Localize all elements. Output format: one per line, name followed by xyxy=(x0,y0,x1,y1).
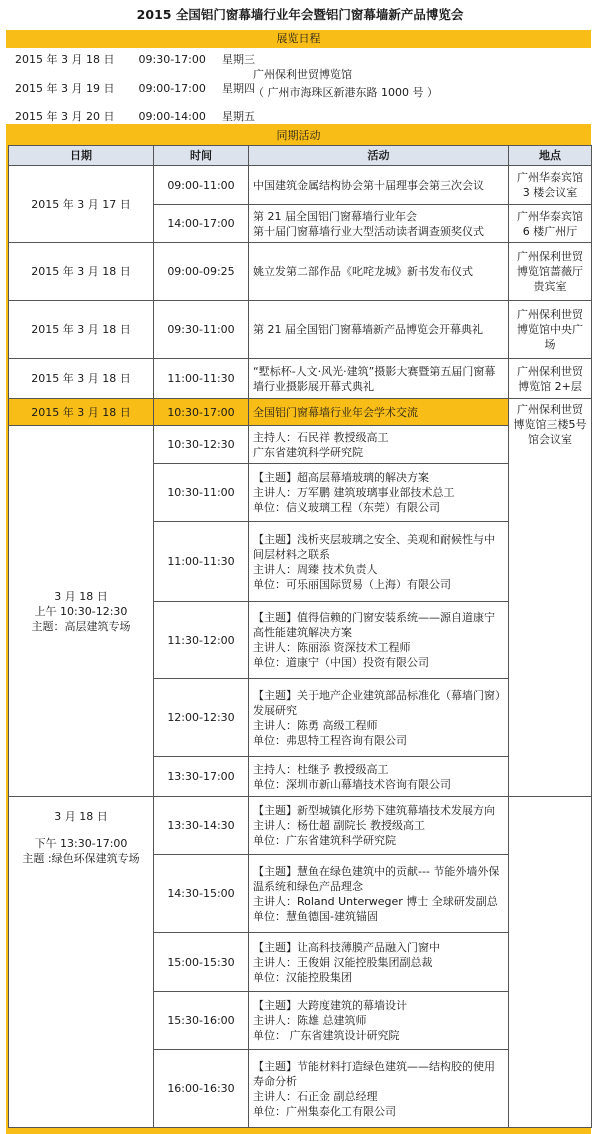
activity-cell xyxy=(249,1050,509,1128)
exhibition-time: 09:00-14:00 xyxy=(138,110,206,123)
date-cell: 2015 年 3 月 18 日 xyxy=(9,399,154,426)
time-cell: 11:00-11:30 xyxy=(154,522,249,602)
activity-line: 单位：道康宁（中国）投资有限公司 xyxy=(253,656,429,669)
time-cell: 09:00-09:25 xyxy=(154,243,249,301)
exhibition-row xyxy=(15,51,255,67)
activity-line: 主讲人：石正金 副总经理 xyxy=(253,1089,378,1103)
session-time: 下午 13:30-17:00 xyxy=(34,837,128,850)
activity-cell xyxy=(249,933,509,992)
time-cell: 12:00-12:30 xyxy=(154,679,249,757)
col-date-header: 日期 xyxy=(9,146,154,166)
activity-cell xyxy=(249,426,509,464)
time-cell: 13:30-17:00 xyxy=(154,757,249,797)
table-row xyxy=(9,797,592,855)
activity-line: 主讲人：王俊娟 汉能控股集团副总裁 xyxy=(253,955,433,969)
table-row xyxy=(9,166,592,205)
exhibition-date: 2015 年 3 月 20 日 xyxy=(15,110,115,123)
exhibition-date: 2015 年 3 月 19 日 xyxy=(15,82,115,95)
time-cell: 11:30-12:00 xyxy=(154,602,249,679)
table-row xyxy=(9,359,592,399)
session-date: 3 月 18 日 xyxy=(54,589,108,603)
session-theme: 主题 :绿色环保建筑专场 xyxy=(22,852,140,865)
date-cell: 2015 年 3 月 18 日 xyxy=(9,301,154,359)
activity-line: 【主题】慧鱼在绿色建筑中的贡献--- 节能外墙外保 xyxy=(253,864,500,878)
activity-line: 主讲人：Roland Unterweger 博士 全球研发副总 xyxy=(253,894,498,908)
activity-cell: 第 21 届全国铝门窗幕墙新产品博览会开幕典礼 xyxy=(249,301,509,359)
time-cell: 15:30-16:00 xyxy=(154,992,249,1050)
exhibition-weekday: 星期四 xyxy=(222,82,255,95)
table-row xyxy=(9,243,592,301)
activity-line: 主讲人：杨仕超 副院长 教授级高工 xyxy=(253,819,425,832)
venue-address: （ 广州市海珠区新港东路 1000 号 ） xyxy=(253,86,438,99)
activity-line: 【主题】超高层幕墙玻璃的解决方案 xyxy=(253,471,429,484)
place-cell: 广州保利世贸博览馆 2+层 xyxy=(509,359,592,399)
time-cell: 09:00-11:00 xyxy=(154,166,249,205)
session-date: 3 月 18 日 xyxy=(54,810,108,823)
activity-line: 主讲人：陈雄 总建筑师 xyxy=(253,1014,367,1027)
events-header: 同期活动 xyxy=(6,126,591,145)
time-cell: 14:00-17:00 xyxy=(154,205,249,243)
table-row-highlight xyxy=(9,399,592,426)
exhibition-weekday: 星期五 xyxy=(222,110,255,123)
session-theme: 主题：高层建筑专场 xyxy=(31,619,131,633)
activity-line: 主讲人：陈勇 高级工程师 xyxy=(253,718,378,732)
activity-line: 第 21 届全国铝门窗幕墙行业年会 xyxy=(253,209,417,223)
place-cell xyxy=(509,797,592,1128)
time-cell: 09:30-11:00 xyxy=(154,301,249,359)
exhibition-venue xyxy=(253,66,438,102)
activity-line: 发展研究 xyxy=(253,703,297,717)
session-date-cell xyxy=(9,426,154,797)
activity-line: 温系统和绿色产品理念 xyxy=(253,879,363,893)
place-cell: 广州保利世贸博览馆蔷薇厅贵宾室 xyxy=(509,243,592,301)
exhibition-header: 展览日程 xyxy=(6,30,591,48)
exhibition-weekday: 星期三 xyxy=(222,53,255,66)
activity-line: 主讲人：陈丽添 资深技术工程师 xyxy=(253,641,411,654)
table-row xyxy=(9,301,592,359)
activity-line: 主持人：石民祥 教授级高工 xyxy=(253,430,389,444)
date-cell: 2015 年 3 月 17 日 xyxy=(9,166,154,243)
activity-line: 主持人：杜继予 教授级高工 xyxy=(253,762,389,776)
time-cell: 10:30-17:00 xyxy=(154,399,249,426)
date-cell: 2015 年 3 月 18 日 xyxy=(9,243,154,301)
activity-cell xyxy=(249,205,509,243)
time-cell: 10:30-12:30 xyxy=(154,426,249,464)
time-cell: 15:00-15:30 xyxy=(154,933,249,992)
place-cell: 广州华泰宾馆 3 楼会议室 xyxy=(509,166,592,205)
date-cell: 2015 年 3 月 18 日 xyxy=(9,359,154,399)
activity-cell xyxy=(249,855,509,933)
exhibition-row xyxy=(15,80,255,96)
activity-line: 【主题】新型城镇化形势下建筑幕墙技术发展方向 xyxy=(253,804,495,817)
activity-line: 寿命分析 xyxy=(253,1074,297,1088)
activity-line: 单位：汉能控股集团 xyxy=(253,970,352,984)
exhibition-time: 09:30-17:00 xyxy=(138,53,206,66)
exhibition-row xyxy=(15,108,255,124)
activity-cell xyxy=(249,757,509,797)
activity-cell xyxy=(249,359,509,399)
activity-line: 【主题】关于地产企业建筑部品标准化（幕墙门窗） xyxy=(253,688,506,702)
events-table xyxy=(8,145,592,1128)
activity-cell xyxy=(249,679,509,757)
activity-line: 【主题】大跨度建筑的幕墙设计 xyxy=(253,999,407,1012)
activity-line: 间层材料之联系 xyxy=(253,547,330,561)
venue-name: 广州保利世贸博览馆 xyxy=(253,68,352,81)
activity-line: 单位：可乐丽国际贸易（上海）有限公司 xyxy=(253,577,451,591)
activity-cell xyxy=(249,797,509,855)
time-cell: 16:00-16:30 xyxy=(154,1050,249,1128)
activity-line: 【主题】节能材料打造绿色建筑——结构胶的使用 xyxy=(253,1059,495,1073)
activity-line: 【主题】浅析夹层玻璃之安全、美观和耐候性与中 xyxy=(253,532,495,546)
activity-line: 墙行业摄影展开幕式典礼 xyxy=(253,379,374,393)
activity-line: 主讲人：周臻 技术负责人 xyxy=(253,562,378,576)
activity-cell xyxy=(249,992,509,1050)
activity-line: 高性能建筑解决方案 xyxy=(253,626,352,639)
activity-line: 单位：广东省建筑科学研究院 xyxy=(253,834,396,847)
activity-line: 第十届门窗幕墙行业大型活动读者调查颁奖仪式 xyxy=(253,224,484,238)
session-time: 上午 10:30-12:30 xyxy=(34,604,128,618)
activity-cell xyxy=(249,602,509,679)
time-cell: 11:00-11:30 xyxy=(154,359,249,399)
table-row xyxy=(9,426,592,464)
col-activity-header: 活动 xyxy=(249,146,509,166)
time-cell: 10:30-11:00 xyxy=(154,464,249,522)
activity-line: 广东省建筑科学研究院 xyxy=(253,445,363,459)
place-cell: 广州保利世贸博览馆三楼5号馆会议室 xyxy=(509,399,592,797)
activity-line: 单位：信义玻璃工程（东莞）有限公司 xyxy=(253,501,440,514)
activity-line: 单位：慧鱼德国-建筑锚固 xyxy=(253,909,378,923)
col-time-header: 时间 xyxy=(154,146,249,166)
activity-line: 单位： 广东省建筑设计研究院 xyxy=(253,1029,400,1042)
activity-cell: 中国建筑金属结构协会第十届理事会第三次会议 xyxy=(249,166,509,205)
activity-cell: 姚立发第二部作品《叱咤龙城》新书发布仪式 xyxy=(249,243,509,301)
time-cell: 13:30-14:30 xyxy=(154,797,249,855)
activity-line: 单位：弗思特工程咨询有限公司 xyxy=(253,733,407,747)
activity-line: 单位：广州集泰化工有限公司 xyxy=(253,1104,396,1118)
session-date-cell xyxy=(9,797,154,1128)
place-cell: 广州华泰宾馆 6 楼广州厅 xyxy=(509,205,592,243)
time-cell: 14:30-15:00 xyxy=(154,855,249,933)
exhibition-date: 2015 年 3 月 18 日 xyxy=(15,53,115,66)
activity-line: 单位：深圳市新山幕墙技术咨询有限公司 xyxy=(253,777,451,791)
activity-line: 【主题】让高科技薄膜产品融入门窗中 xyxy=(253,940,440,954)
place-cell: 广州保利世贸博览馆中央广场 xyxy=(509,301,592,359)
activity-cell xyxy=(249,522,509,602)
activity-cell: 全国铝门窗幕墙行业年会学术交流 xyxy=(249,399,509,426)
page-title: 2015 全国铝门窗幕墙行业年会暨铝门窗幕墙新产品博览会 xyxy=(136,7,464,22)
col-place-header: 地点 xyxy=(509,146,592,166)
activity-line: “墅标杯-人文·风光·建筑”摄影大赛暨第五届门窗幕 xyxy=(253,364,496,378)
exhibition-time: 09:00-17:00 xyxy=(138,82,206,95)
activity-cell xyxy=(249,464,509,522)
activity-line: 主讲人：万军鹏 建筑玻璃事业部技术总工 xyxy=(253,486,455,499)
activity-line: 【主题】值得信赖的门窗安装系统——源自道康宁 xyxy=(253,611,495,624)
